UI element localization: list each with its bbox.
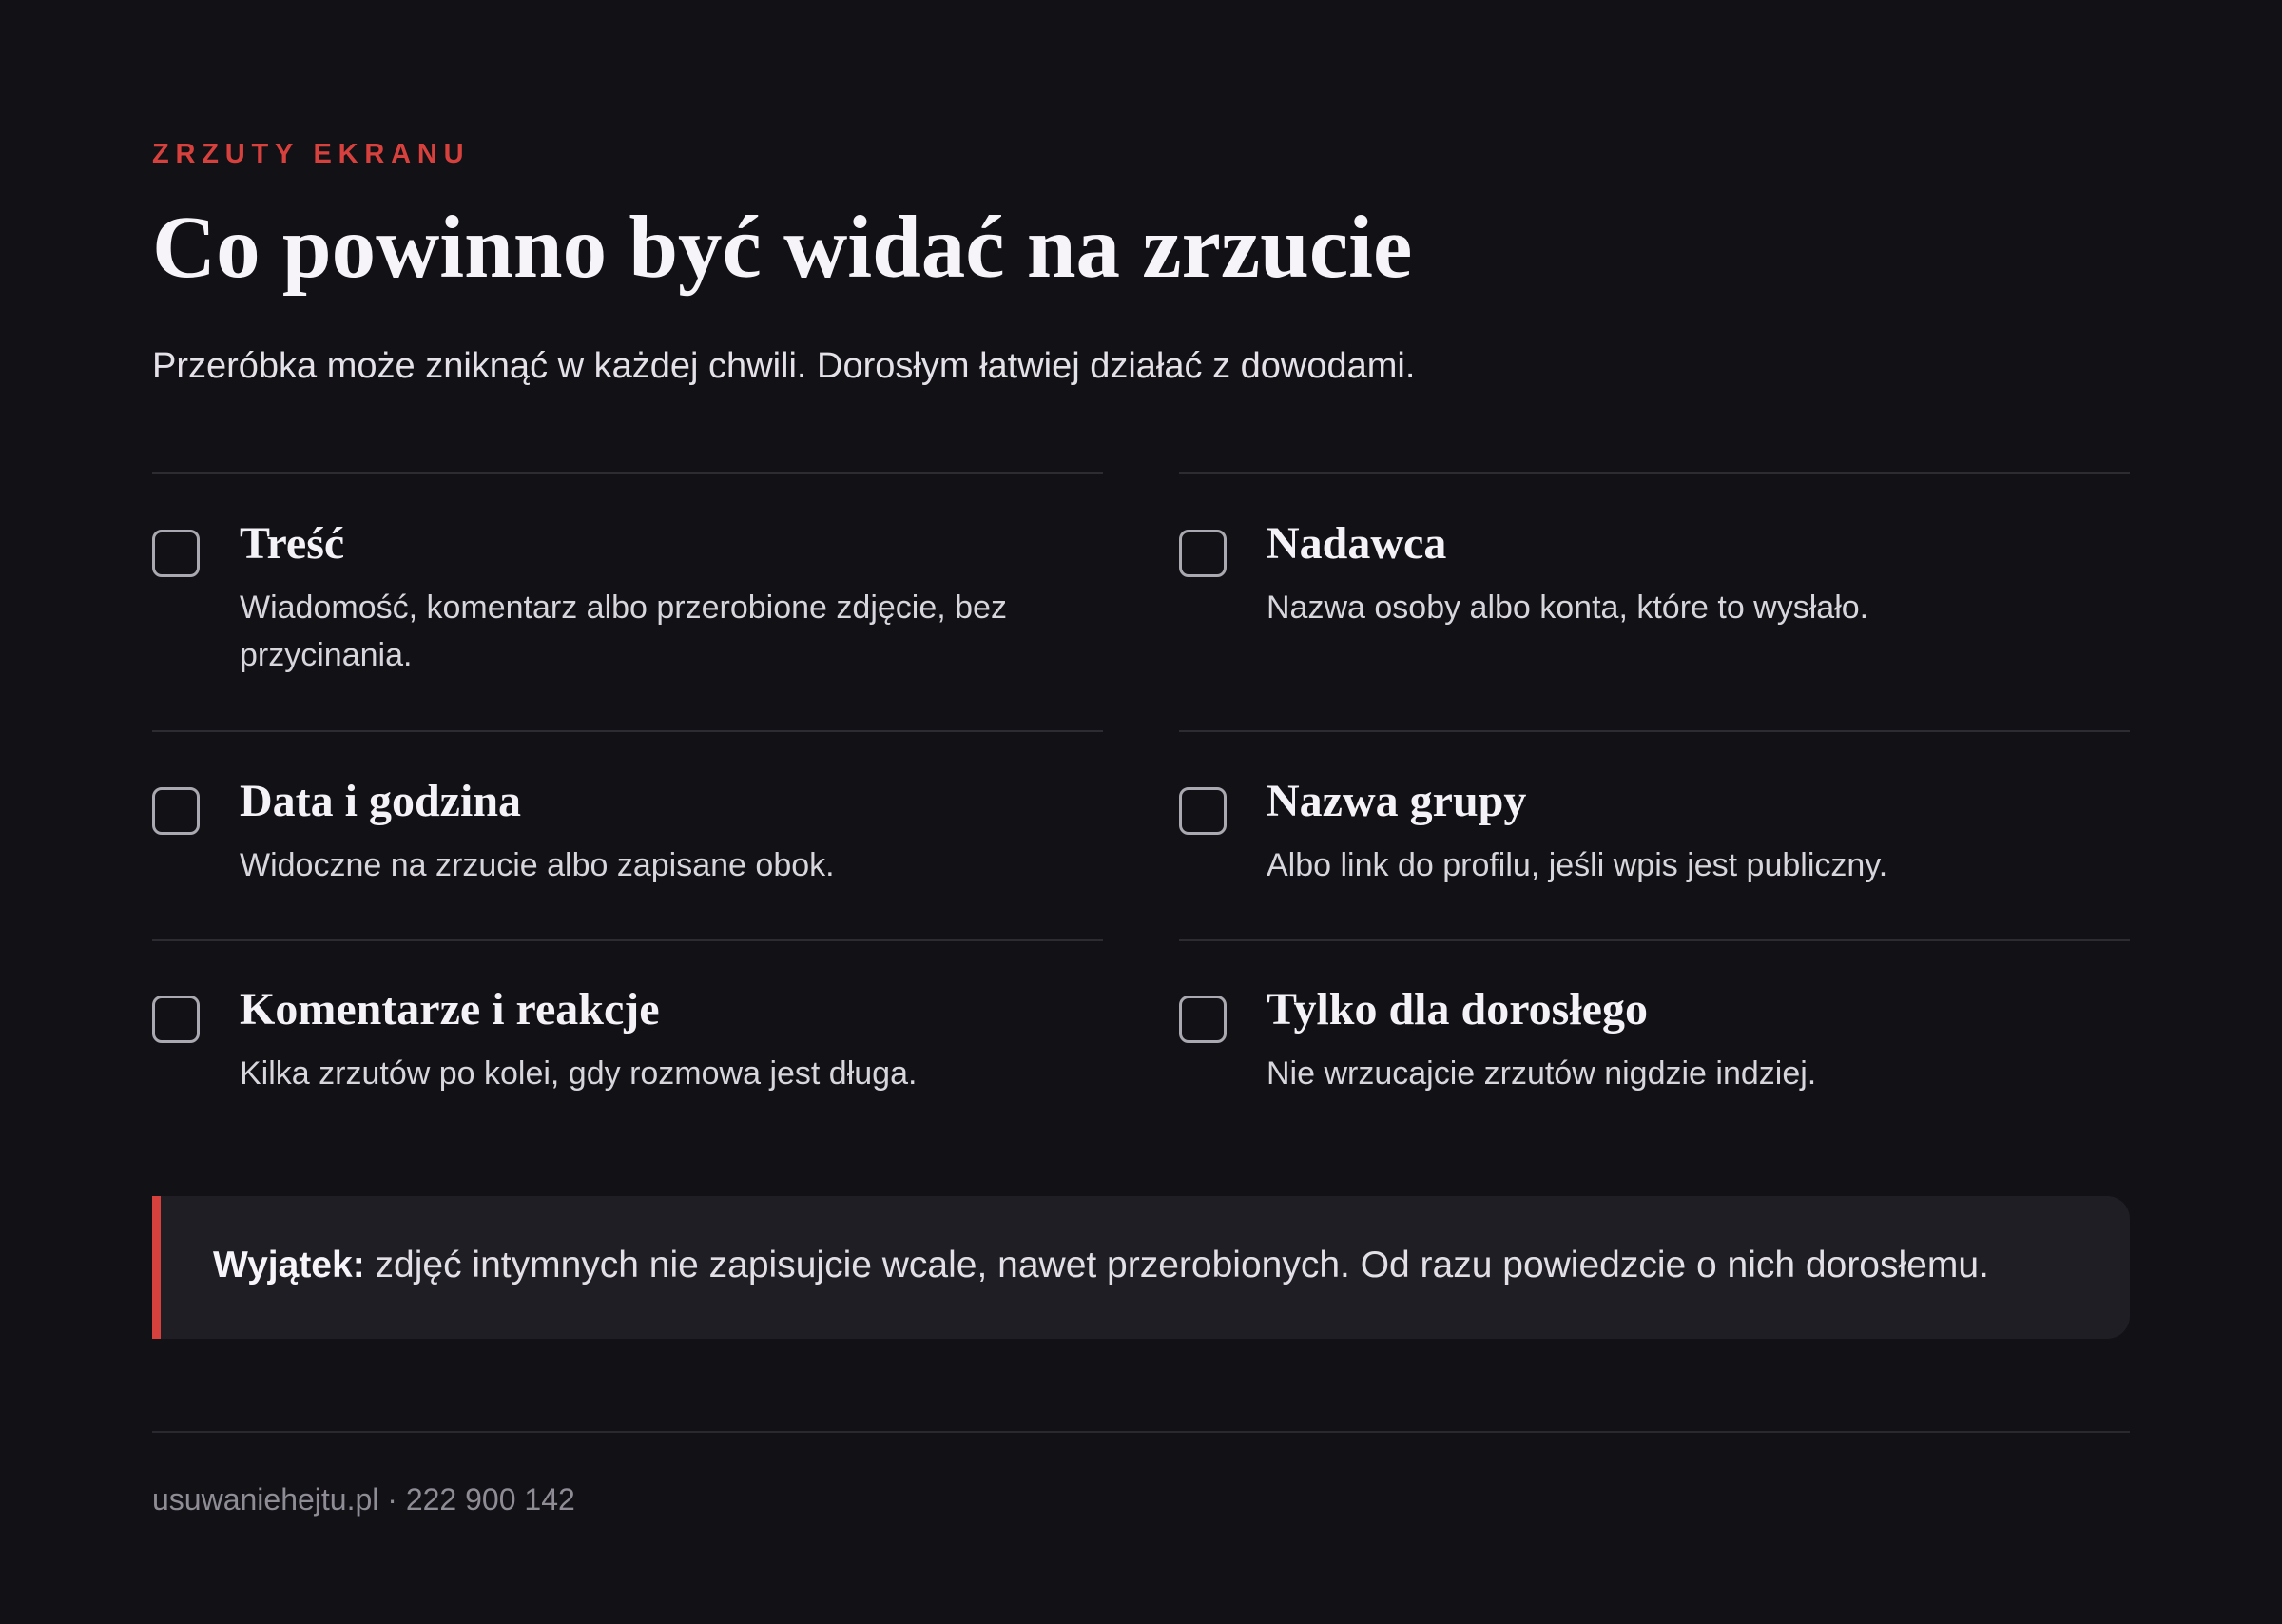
checklist-item-title: Data i godzina bbox=[240, 776, 522, 826]
checklist-item-comments-reactions[interactable] bbox=[152, 939, 1103, 1143]
exception-text bbox=[213, 1241, 1989, 1290]
exception-body: zdjęć intymnych nie zapisujcie wcale, nawet przerobionych. Od razu powiedzcie o nich dorosłemu. bbox=[364, 1245, 1989, 1286]
page-title: Co powinno być widać na zrzucie bbox=[152, 199, 1413, 297]
checklist-item-description: Nie wrzucajcie zrzutów nigdzie indziej. bbox=[1267, 1055, 1817, 1092]
intro-text: Przeróbka może zniknąć w każdej chwili. Dorosłym łatwiej działać z dowodami. bbox=[152, 346, 1416, 386]
checklist-item-title: Tylko dla dorosłego bbox=[1267, 984, 1648, 1034]
content-checkbox[interactable] bbox=[152, 530, 200, 577]
checklist-item-title: Nadawca bbox=[1267, 518, 1447, 569]
sender-checkbox[interactable] bbox=[1179, 530, 1227, 577]
exception-accent-bar bbox=[152, 1196, 161, 1339]
checklist-item-content[interactable] bbox=[152, 472, 1103, 730]
checklist-item-title: Treść bbox=[240, 518, 345, 569]
checklist-item-group-name[interactable] bbox=[1179, 730, 2130, 939]
checklist-item-description: Nazwa osoby albo konta, które to wysłało. bbox=[1267, 590, 1869, 626]
checklist-item-description: Wiadomość, komentarz albo przerobione zdjęcie, bez przycinania. bbox=[240, 590, 1007, 673]
adult-only-checkbox[interactable] bbox=[1179, 996, 1227, 1043]
checklist-item-description: Kilka zrzutów po kolei, gdy rozmowa jest długa. bbox=[240, 1055, 918, 1092]
date-time-checkbox[interactable] bbox=[152, 787, 200, 835]
checklist-item-title: Komentarze i reakcje bbox=[240, 984, 660, 1034]
section-eyebrow: ZRZUTY EKRANU bbox=[152, 139, 471, 169]
checklist-right-column bbox=[1179, 472, 2130, 1143]
checklist-left-column bbox=[152, 472, 1103, 1143]
checklist-item-description: Albo link do profilu, jeśli wpis jest publiczny. bbox=[1267, 847, 1888, 883]
screenshot-checklist bbox=[152, 472, 2130, 1143]
comments-reactions-checkbox[interactable] bbox=[152, 996, 200, 1043]
group-name-checkbox[interactable] bbox=[1179, 787, 1227, 835]
checklist-item-adult-only[interactable] bbox=[1179, 939, 2130, 1143]
checklist-item-date-time[interactable] bbox=[152, 730, 1103, 939]
exception-callout bbox=[152, 1196, 2130, 1339]
footer-contact: usuwaniehejtu.pl · 222 900 142 bbox=[152, 1482, 575, 1517]
checklist-item-title: Nazwa grupy bbox=[1267, 776, 1527, 826]
checklist-item-description: Widoczne na zrzucie albo zapisane obok. bbox=[240, 847, 835, 883]
footer-divider bbox=[152, 1431, 2130, 1433]
checklist-item-sender[interactable] bbox=[1179, 472, 2130, 730]
exception-label: Wyjątek: bbox=[213, 1245, 365, 1286]
